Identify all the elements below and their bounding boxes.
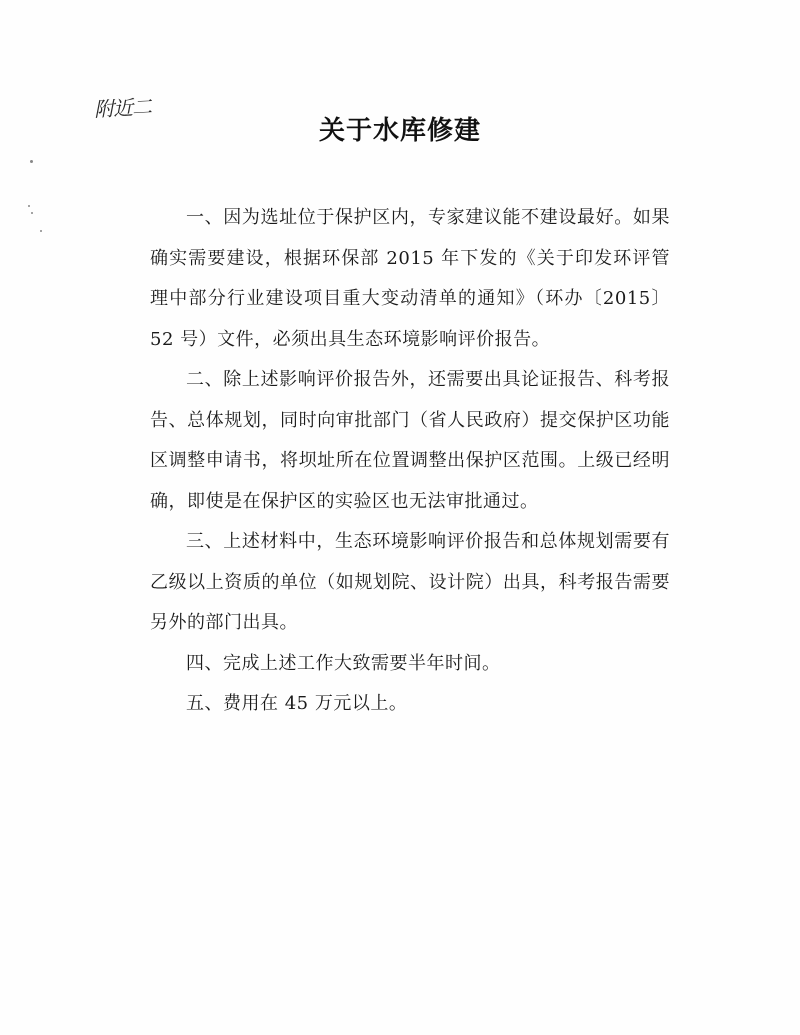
- handwritten-annotation: 附近二: [93, 94, 152, 122]
- document-title: 关于水库修建: [318, 116, 481, 146]
- scan-speck: [28, 205, 30, 207]
- paragraph-3: 三、上述材料中，生态环境影响评价报告和总体规划需要有乙级以上资质的单位（如规划院、设计院）出具，科考报告需要另外的部门出具。: [150, 531, 670, 633]
- paragraph-2: 二、除上述影响评价报告外，还需要出具论证报告、科考报告、总体规划，同时向审批部门（省人民政府）提交保护区功能区调整申请书，将坝址所在位置调整出保护区范围。上级已经明确，即使是在保护区的实验区也无法审批通过。: [150, 369, 670, 512]
- paragraph-4: 四、完成上述工作大致需要半年时间。: [186, 652, 501, 674]
- scan-speck: [40, 230, 42, 232]
- scan-speck: [31, 212, 33, 214]
- paragraph-1: 一、因为选址位于保护区内，专家建议能不建设最好。如果确实需要建设，根据环保部 2015 年下发的《关于印发环评管理中部分行业建设项目重大变动清单的通知》（环办〔2015〕52 号）文件，必须出具生态环境影响评价报告。: [150, 207, 670, 350]
- document-body: [150, 198, 670, 725]
- paragraph-5: 五、费用在 45 万元以上。: [186, 693, 408, 714]
- scan-speck: [30, 160, 33, 163]
